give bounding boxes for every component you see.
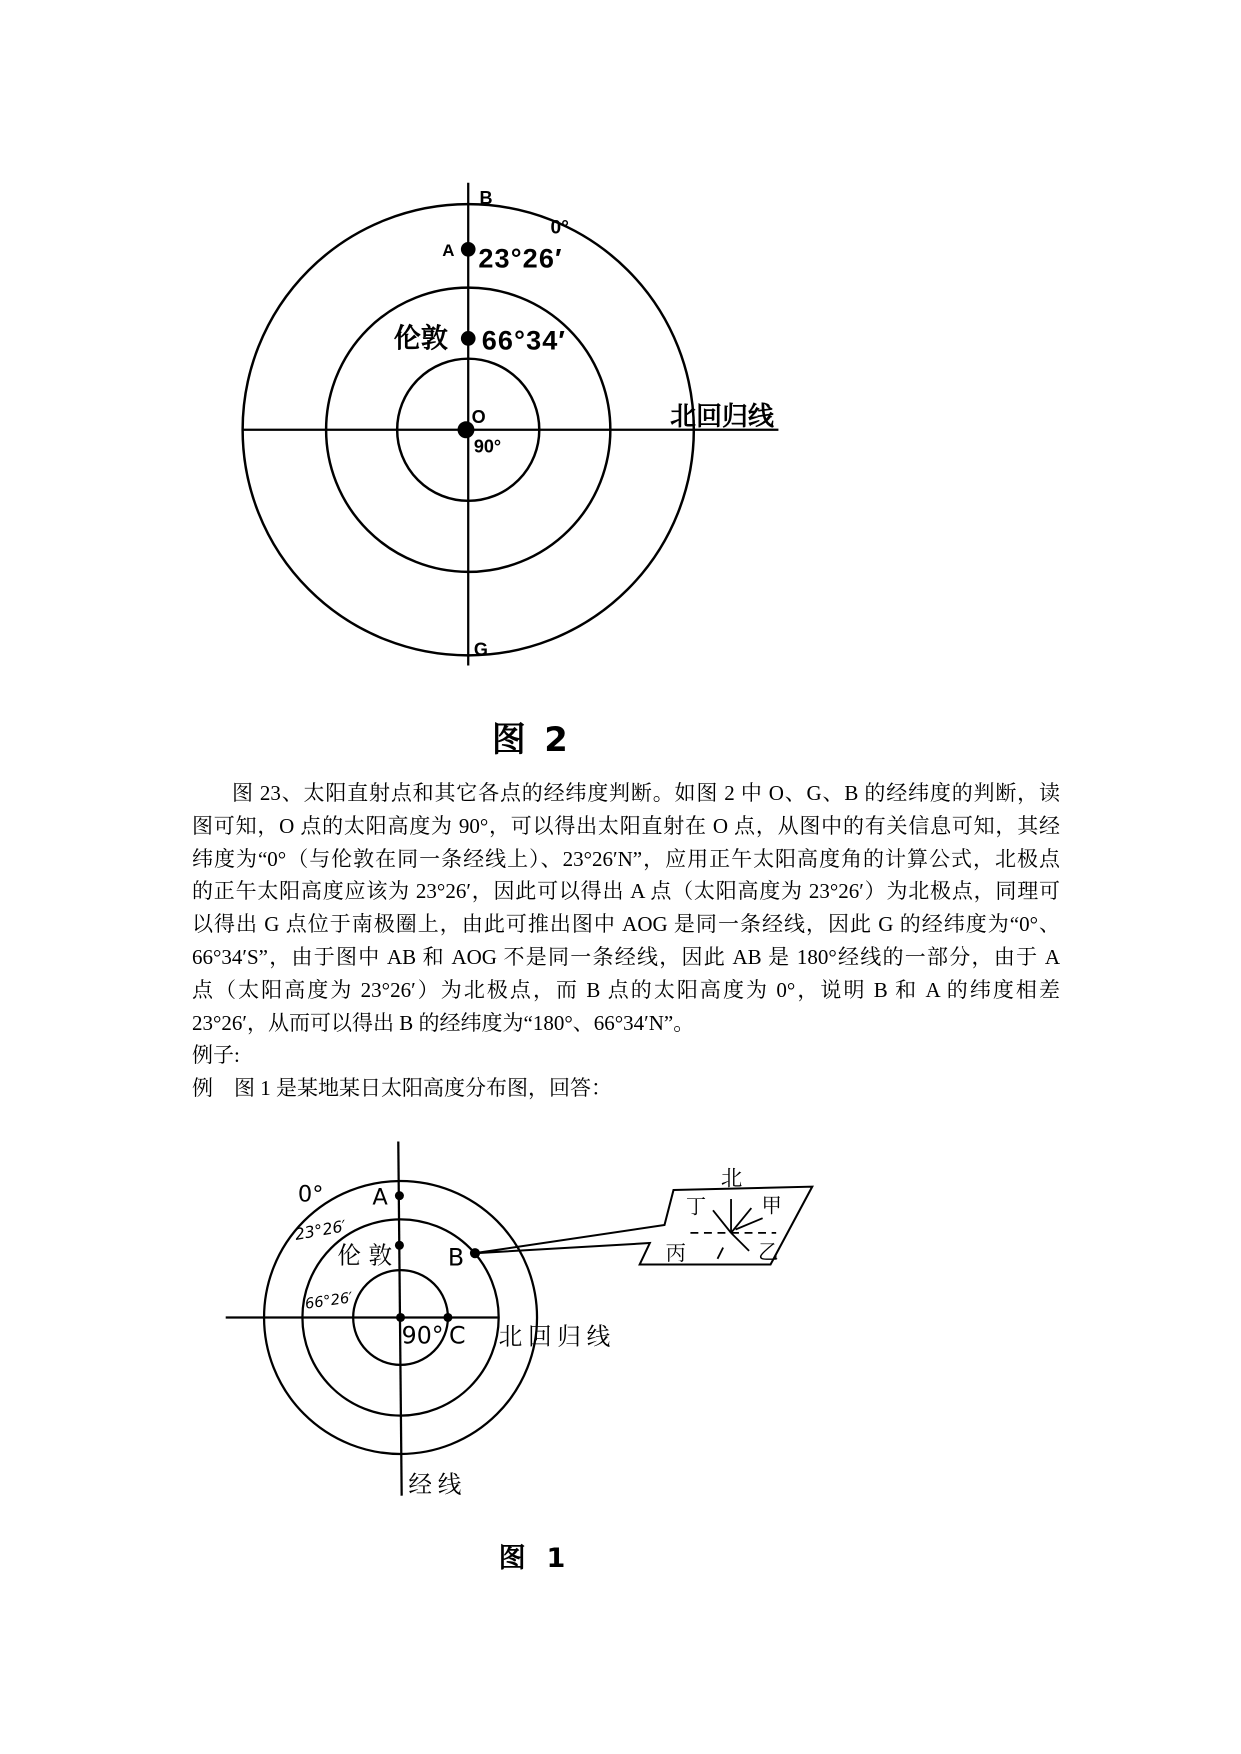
- point-a-dot: [461, 242, 476, 257]
- point-a-dot: [395, 1191, 404, 1200]
- label-c: C: [449, 1321, 466, 1350]
- paragraph-line: 点（太阳高度为 23°26′）为北极点，而 B 点的太阳高度为 0°，说明 B 和 A 的纬度相差: [192, 977, 1060, 1002]
- compass-ray-southwest: [718, 1248, 724, 1259]
- label-a: A: [372, 1184, 388, 1211]
- compass-jia-label: 甲: [761, 1193, 782, 1218]
- label-london-altitude: 66°34′: [481, 324, 567, 356]
- paragraph-line: 图可知，O 点的太阳高度为 90°，可以得出太阳直射在 O 点，从图中的有关信息可知，其经: [192, 813, 1060, 838]
- label-zero-deg: 0°: [550, 217, 569, 239]
- london-dot: [395, 1241, 404, 1250]
- compass-yi-label: 乙: [758, 1239, 779, 1264]
- label-meridian: 经线: [408, 1470, 468, 1499]
- label-zero-deg: 0°: [297, 1181, 324, 1208]
- label-o-altitude: 90°: [473, 436, 502, 457]
- example-question: 例 图 1 是某地某日太阳高度分布图，回答：: [192, 1076, 612, 1101]
- compass-north-label: 北: [720, 1166, 743, 1192]
- label-middle-altitude: 66°26′: [303, 1289, 354, 1313]
- figure-2: [242, 183, 779, 759]
- label-outer-altitude: 23°26′: [293, 1216, 348, 1244]
- figure-1: [226, 1142, 813, 1574]
- compass-ding-label: 丁: [685, 1194, 707, 1219]
- label-g: G: [473, 639, 488, 660]
- label-tropic: 北回归线: [498, 1322, 616, 1351]
- paragraph-line: 23°26′，从而可以得出 B 的经纬度为“180°、66°34′N”。: [192, 1010, 695, 1035]
- label-b: B: [447, 1243, 465, 1272]
- paragraph-line: 66°34′S”，由于图中 AB 和 AOG 不是同一条经线，因此 AB 是 180°经线的一部分，由于 A: [192, 944, 1060, 969]
- compass-ray-northeast: [731, 1208, 751, 1233]
- explanation-paragraph: [192, 777, 1060, 1105]
- label-tropic: 北回归线: [670, 403, 774, 432]
- label-center-altitude: 90°: [401, 1321, 444, 1350]
- label-london: 伦 敦: [337, 1241, 393, 1270]
- compass-ray-northwest: [713, 1210, 731, 1233]
- figure-2-caption: 图 2: [491, 720, 572, 760]
- figure-1-caption: 图 1: [498, 1542, 571, 1574]
- paragraph-line: 图 23、太阳直射点和其它各点的经纬度判断。如图 2 中 O、G、B 的经纬度的判断，读: [232, 781, 1060, 805]
- label-a-altitude: 23°26′: [478, 242, 563, 274]
- paragraph-line: 纬度为“0°（与伦敦在同一条经线上）、23°26′N”，应用正午太阳高度角的计算公式，北极点: [192, 846, 1060, 871]
- london-dot: [461, 331, 476, 346]
- example-heading: 例子:: [192, 1043, 240, 1068]
- label-b: B: [479, 188, 493, 209]
- paragraph-line: 以得出 G 点位于南极圈上，由此可推出图中 AOG 是同一条经线，因此 G 的经纬度为“0°、: [192, 912, 1060, 937]
- label-london: 伦敦: [393, 322, 448, 354]
- compass-ray-east: [736, 1218, 763, 1229]
- paragraph-line: 的正午太阳高度应该为 23°26′，因此可以得出 A 点（太阳高度为 23°26′）为北极点，同理可: [192, 879, 1060, 904]
- compass-bing-label: 丙: [665, 1240, 686, 1265]
- label-o: O: [471, 406, 486, 427]
- label-a: A: [442, 241, 455, 261]
- compass-ray-southeast: [731, 1233, 749, 1251]
